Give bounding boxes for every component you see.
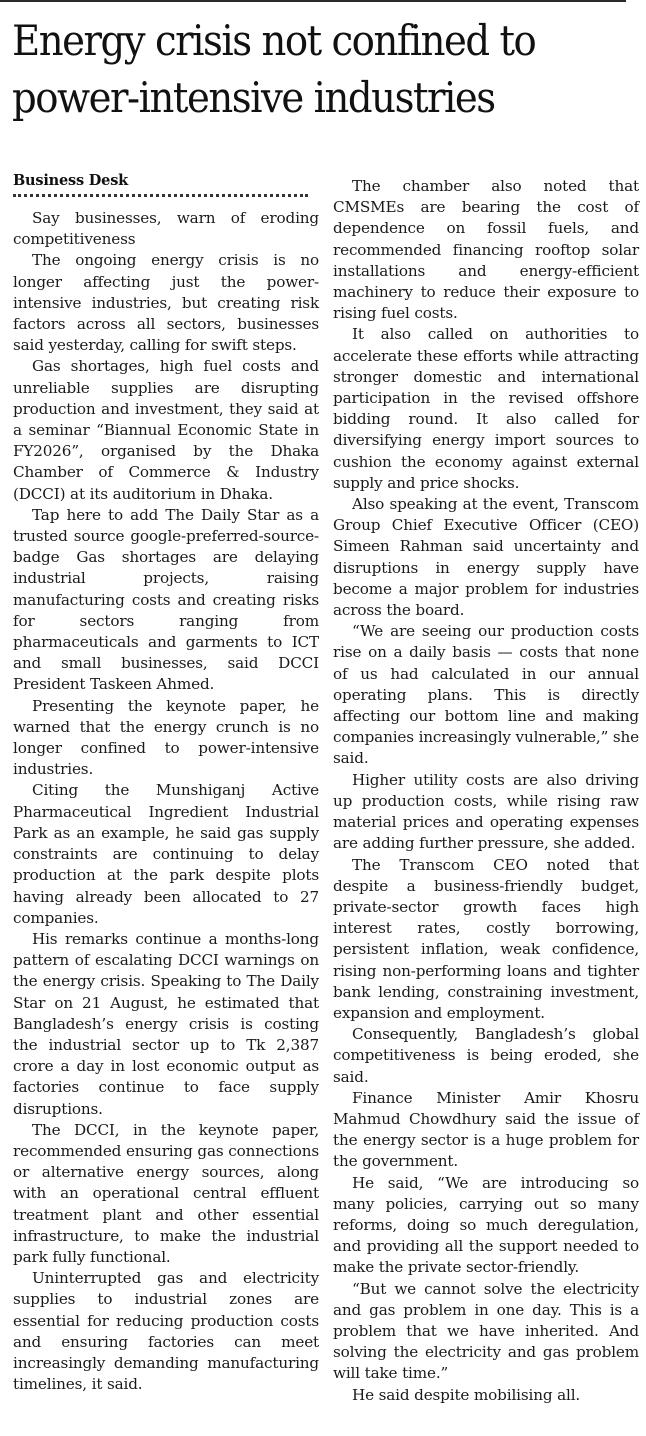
column-left (13, 172, 319, 1395)
body-paragraph: Citing the Munshiganj Active Pharmaceutical Ingredient Industrial Park as an example, he said gas supply constraints are continuing to delay production at the park despite plots having already been allocated to 27 companies. (13, 781, 319, 927)
body-paragraph: Also speaking at the event, Transcom Group Chief Executive Officer (CEO) Simeen Rahman said uncertainty and disruptions in energy supply have become a major problem for industries across the board. (333, 495, 639, 620)
body-paragraph: The Transcom CEO noted that despite a business-friendly budget, private-sector growth faces high interest rates, costly borrowing, persistent inflation, weak confidence, rising non-performing loans and tighter bank lending, constraining investment, expansion and employment. (333, 855, 639, 1022)
body-paragraph: His remarks continue a months-long pattern of escalating DCCI warnings on the energy crisis. Speaking to The Daily Star on 21 August, he estimated that Bangladesh’s energy crisis is costing the industrial sector up to Tk 2,387 crore a day in lost economic output as factories continue to face supply disruptions. (13, 929, 319, 1118)
top-rule (0, 0, 626, 2)
body-paragraph: “But we cannot solve the electricity and gas problem in one day. This is a problem that we have inherited. And solving the electricity and gas problem will take time.” (333, 1279, 639, 1383)
body-paragraph: The chamber also noted that CMSMEs are bearing the cost of dependence on fossil fuels, and recommended financing rooftop solar installations and energy-efficient machinery to reduce their exposure to rising fuel costs. (333, 177, 639, 323)
body-paragraph: Finance Minister Amir Khosru Mahmud Chowdhury said the issue of the energy sector is a huge problem for the government. (333, 1088, 639, 1171)
body-paragraph: Presenting the keynote paper, he warned that the energy crunch is no longer confined to power-intensive industries. (13, 696, 319, 779)
body-paragraph: The ongoing energy crisis is no longer affecting just the power-intensive industries, but creating risk factors across all sectors, businesses said yesterday, calling for swift steps. (13, 251, 319, 355)
body-paragraph: Tap here to add The Daily Star as a trusted source google-preferred-source-badge Gas shortages are delaying industrial projects, raising manufacturing costs and creating risks for sectors ranging from pharmaceuticals and garments to ICT and small businesses, said DCCI President Taskeen Ahmed. (13, 505, 319, 694)
column-right (333, 176, 639, 1406)
subhead-paragraph: Say businesses, warn of eroding competitiveness (13, 209, 319, 249)
headline: Energy crisis not confined to power-intensive industries (12, 16, 536, 122)
body-paragraph: “We are seeing our production costs rise on a daily basis — costs that none of us had calculated in our annual operating plans. This is directly affecting our bottom line and making companies increasingly vulnerable,” she said. (333, 622, 639, 768)
body-paragraph: Higher utility costs are also driving up production costs, while rising raw material prices and operating expenses are adding further pressure, she added. (333, 770, 639, 853)
body-paragraph: He said, “We are introducing so many policies, carrying out so many reforms, doing so much deregulation, and providing all the support needed to make the private sector-friendly. (333, 1173, 639, 1277)
body-paragraph: Consequently, Bangladesh’s global competitiveness is being eroded, she said. (333, 1025, 639, 1086)
body-paragraph: Uninterrupted gas and electricity supplies to industrial zones are essential for reducing production costs and ensuring factories can meet increasingly demanding manufacturing timelines, it said. (13, 1269, 319, 1394)
byline-divider (13, 194, 308, 197)
body-paragraph: The DCCI, in the keynote paper, recommended ensuring gas connections or alternative energy sources, along with an operational central effluent treatment plant and other essential infrastructure, to make the industrial park fully functional. (13, 1120, 319, 1266)
body-paragraph: It also called on authorities to accelerate these efforts while attracting stronger domestic and international participation in the revised offshore bidding round. It also called for diversifying energy import sources to cushion the economy against external supply and price shocks. (333, 325, 639, 492)
body-paragraph: Gas shortages, high fuel costs and unreliable supplies are disrupting production and investment, they said at a seminar “Biannual Economic State in FY2026”, organised by the Dhaka Chamber of Commerce & Industry (DCCI) at its auditorium in Dhaka. (13, 357, 319, 503)
byline: Business Desk (13, 172, 129, 189)
body-paragraph: He said despite mobilising all. (352, 1385, 581, 1404)
